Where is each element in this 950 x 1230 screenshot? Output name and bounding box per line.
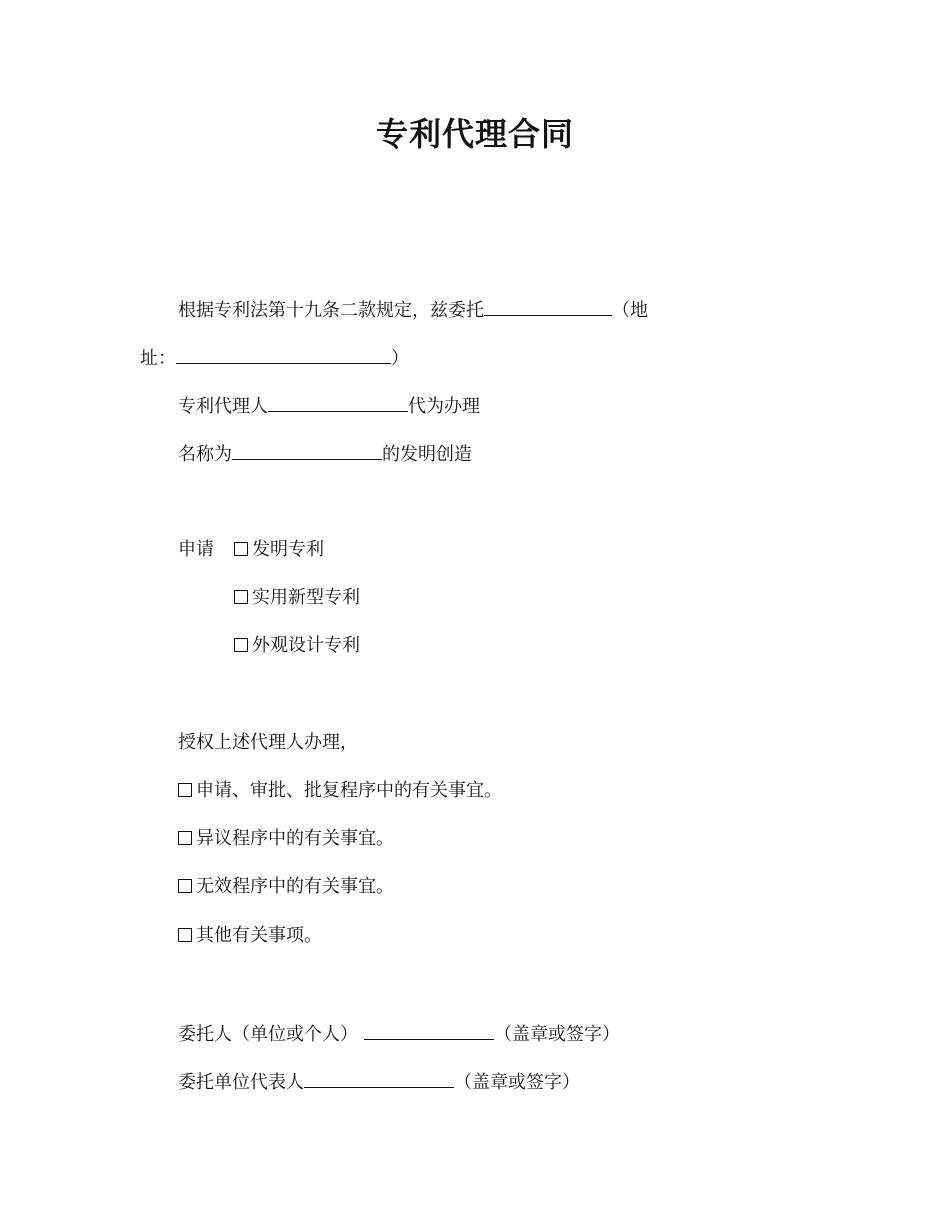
- authorize-item: [178, 924, 322, 948]
- checkbox-application-matters[interactable]: [178, 783, 192, 797]
- document-title: 专利代理合同: [375, 115, 574, 153]
- authorize-item-label: 无效程序中的有关事宜。: [196, 876, 394, 897]
- checkbox-invention-patent[interactable]: [234, 542, 248, 556]
- invention-name-line: [178, 441, 472, 467]
- client-signature-blank[interactable]: [364, 1021, 494, 1040]
- signature-suffix: （盖章或签字）: [494, 1024, 620, 1045]
- option-design-patent: 外观设计专利: [252, 635, 360, 656]
- authorize-item-label: 申请、审批、批复程序中的有关事宜。: [196, 780, 502, 801]
- address-close: ）: [391, 348, 409, 369]
- checkbox-invalidation-matters[interactable]: [178, 879, 192, 893]
- address-blank[interactable]: [176, 345, 391, 364]
- option-invention-patent: 发明专利: [252, 539, 324, 560]
- agent-prefix: 专利代理人: [178, 396, 268, 417]
- signature-line-client: [178, 1021, 620, 1047]
- checkbox-utility-model[interactable]: [234, 590, 248, 604]
- representative-signature-blank[interactable]: [304, 1069, 454, 1088]
- agent-blank[interactable]: [268, 393, 408, 412]
- address-label: 址：: [140, 348, 176, 369]
- signature-prefix: 委托人（单位或个人）: [178, 1024, 358, 1045]
- authorize-item-label: 异议程序中的有关事宜。: [196, 828, 394, 849]
- apply-label: 申请: [178, 539, 214, 560]
- signature-prefix: 委托单位代表人: [178, 1072, 304, 1093]
- authorize-item: [178, 779, 502, 803]
- checkbox-opposition-matters[interactable]: [178, 831, 192, 845]
- authorize-item: [178, 827, 394, 851]
- agent-suffix: 代为办理: [408, 396, 480, 417]
- checkbox-other-matters[interactable]: [178, 928, 192, 942]
- signature-suffix: （盖章或签字）: [454, 1072, 580, 1093]
- intro-prefix: 根据专利法第十九条二款规定，兹委托: [178, 300, 484, 321]
- authorize-item: [178, 875, 394, 899]
- checkbox-design-patent[interactable]: [234, 638, 248, 652]
- invention-name-blank[interactable]: [232, 441, 382, 460]
- name-prefix: 名称为: [178, 444, 232, 465]
- address-line: [140, 345, 409, 371]
- apply-option-row: [234, 586, 360, 610]
- name-suffix: 的发明创造: [382, 444, 472, 465]
- signature-line-representative: [178, 1069, 580, 1095]
- authorize-item-label: 其他有关事项。: [196, 925, 322, 946]
- apply-option-row: [234, 634, 360, 658]
- client-name-blank[interactable]: [484, 297, 612, 316]
- address-open: （地: [612, 300, 648, 321]
- option-utility-model: 实用新型专利: [252, 587, 360, 608]
- intro-line: [178, 297, 648, 323]
- authorize-heading: 授权上述代理人办理，: [178, 732, 358, 753]
- apply-row: [178, 538, 324, 562]
- agent-line: [178, 393, 480, 419]
